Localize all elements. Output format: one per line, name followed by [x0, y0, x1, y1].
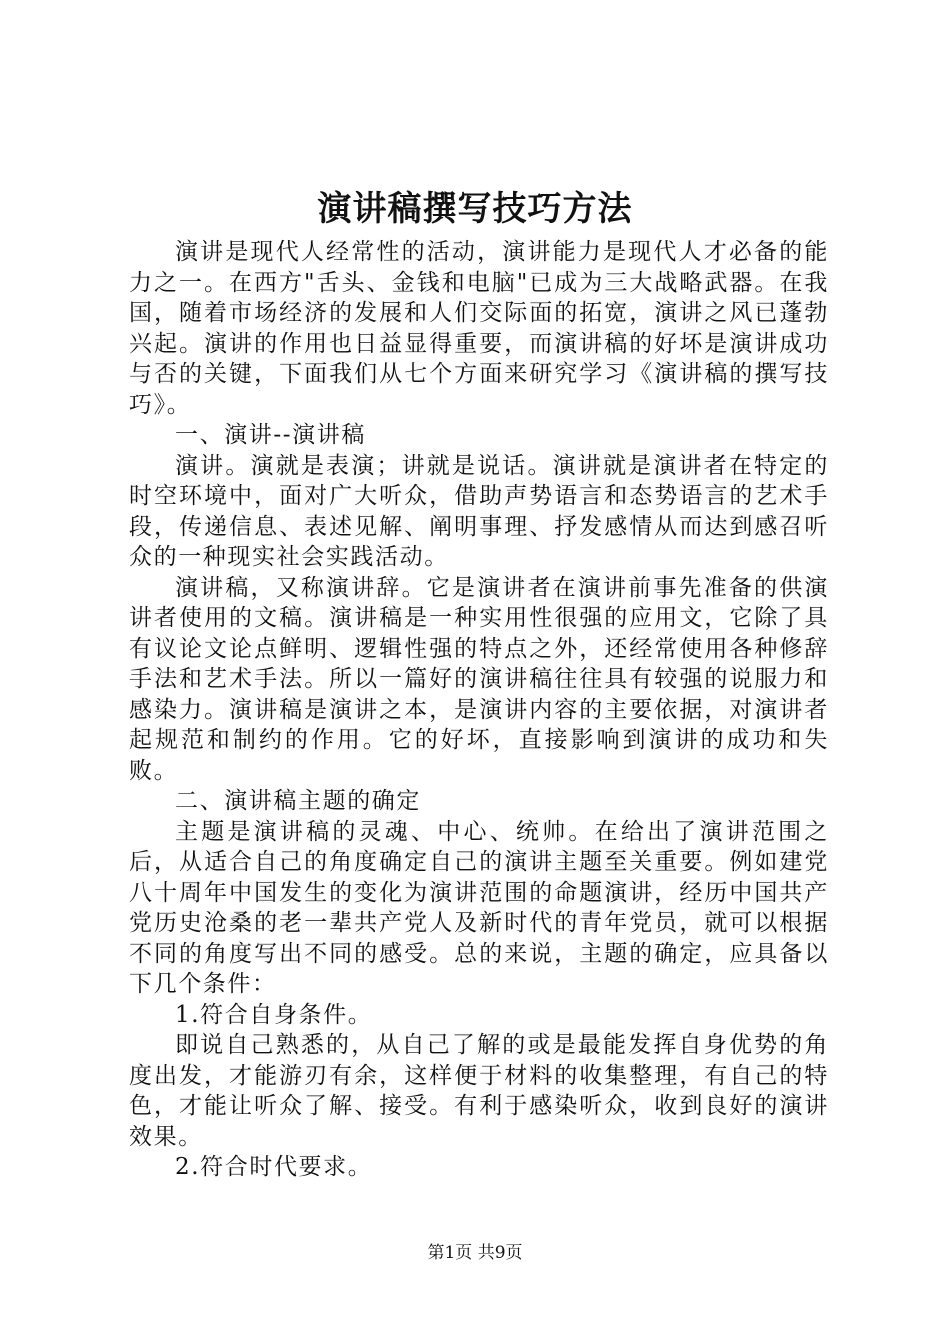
paragraph-self-conditions: 即说自己熟悉的，从自己了解的或是最能发挥自身优势的角度出发，才能游刃有余，这样便于材料的收集整理，有自己的特色，才能让听众了解、接受。有利于感染听众，收到良好的演讲效果。: [129, 1032, 829, 1150]
list-item-2: 2.符合时代要求。: [175, 1154, 373, 1180]
paragraph-speech-definition: 演讲。演就是表演；讲就是说话。演讲就是演讲者在特定的时空环境中，面对广大听众，借助声势语言和态势语言的艺术手段，传递信息、表述见解、阐明事理、抒发感情从而达到感召听众的一种现实社会实践活动。: [129, 452, 829, 570]
paragraph-speech-draft-definition: 演讲稿，又称演讲辞。它是演讲者在演讲前事先准备的供演讲者使用的文稿。演讲稿是一种实用性很强的应用文，它除了具有议论文论点鲜明、逻辑性强的特点之外，还经常使用各种修辞手法和艺术手法。所以一篇好的演讲稿往往具有较强的说服力和感染力。演讲稿是演讲之本，是演讲内容的主要依据，对演讲者起规范和制约的作用。它的好坏，直接影响到演讲的成功和失败。: [129, 574, 829, 784]
page-number: 第1页 共9页: [427, 1243, 523, 1263]
document-body: [129, 237, 829, 1183]
section-heading-1: 一、演讲--演讲稿: [175, 422, 366, 448]
paragraph-theme: 主题是演讲稿的灵魂、中心、统帅。在给出了演讲范围之后，从适合自己的角度确定自己的演讲主题至关重要。例如建党八十周年中国发生的变化为演讲范围的命题演讲，经历中国共产党历史沧桑的老一辈共产党人及新时代的青年党员，就可以根据不同的角度写出不同的感受。总的来说，主题的确定，应具备以下几个条件：: [129, 818, 829, 997]
document-title: 演讲稿撰写技巧方法: [317, 189, 633, 229]
list-item-1: 1.符合自身条件。: [175, 1001, 373, 1028]
section-heading-2: 二、演讲稿主题的确定: [175, 788, 421, 814]
paragraph-intro: 演讲是现代人经常性的活动，演讲能力是现代人才必备的能力之一。在西方"舌头、金钱和电脑"已成为三大战略武器。在我国，随着市场经济的发展和人们交际面的拓宽，演讲之风已蓬勃兴起。演讲的作用也日益显得重要，而演讲稿的好坏是演讲成功与否的关键，下面我们从七个方面来研究学习《演讲稿的撰写技巧》。: [129, 239, 829, 418]
